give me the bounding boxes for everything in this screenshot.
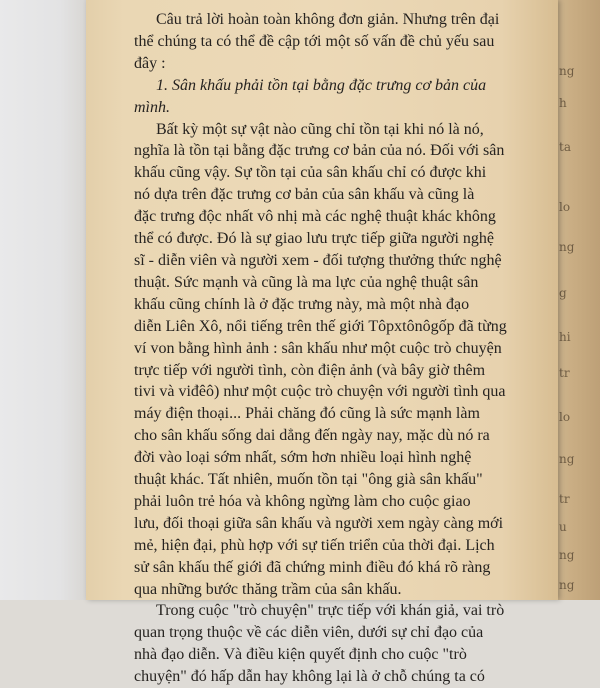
text-line: chuyện" đó hấp dẫn hay không lại là ở chỗ chúng ta có	[134, 668, 485, 686]
text-line: thuật. Sức mạnh và cũng là ma lực của nghệ thuật sân	[134, 273, 479, 291]
text-line: diễn Liên Xô, nổi tiếng trên thế giới Tôpxtônôgốp đã từng	[134, 317, 507, 335]
section-heading: 1. Sân khấu phải tồn tại bằng đặc trưng cơ bản của	[156, 76, 487, 94]
underpage-fragment: ng	[559, 452, 575, 466]
text-line: máy điện thoại... Phải chăng đó cũng là sức mạnh làm	[134, 405, 480, 423]
text-line: sử sân khấu thế giới đã chứng minh điều đó khá rõ ràng	[134, 558, 491, 576]
text-line: thuật khác. Tất nhiên, muốn tồn tại "ông già sân khấu"	[134, 471, 483, 489]
section-heading: mình.	[134, 98, 170, 116]
text-line: trực tiếp với người tình, còn điện ảnh (và bây giờ thêm	[134, 361, 486, 379]
book-page	[86, 0, 558, 686]
text-line: Trong cuộc "trò chuyện" trực tiếp với khán giả, vai trò	[156, 602, 505, 620]
underpage-fragment: ta	[559, 140, 571, 154]
underpage-fragment: g	[559, 286, 567, 300]
text-line: thể chúng ta có thể đề cập tới một số vấn đề chủ yếu sau	[134, 32, 495, 50]
underpage-fragment: ng	[559, 64, 575, 78]
text-line: đời vào loại sớm nhất, sớm hơn nhiều loại hình nghệ	[134, 449, 472, 467]
underpage-fragment: h	[559, 96, 567, 110]
underpage-fragment: tr	[559, 366, 570, 380]
text-line: nó dựa trên đặc trưng cơ bản của sân khấu và cũng là	[134, 186, 475, 204]
underlying-page-edge	[555, 0, 600, 600]
text-line: đây :	[134, 54, 166, 72]
background-surface	[0, 0, 86, 600]
text-line: lưu, đối thoại giữa sân khấu và người xem ngày càng mới	[134, 514, 504, 532]
underpage-fragment: tr	[559, 492, 570, 506]
text-line: đặc trưng độc nhất vô nhị mà các nghệ thuật khác không	[134, 208, 496, 226]
underpage-fragment: lo	[559, 200, 571, 214]
text-line: khấu cũng chính là ở đặc trưng này, mà một nhà đạo	[134, 295, 470, 313]
text-line: quan trọng thuộc về các diễn viên, dưới sự chỉ đạo của	[134, 624, 484, 642]
underpage-fragment: ng	[559, 548, 575, 562]
text-line: Bất kỳ một sự vật nào cũng chỉ tồn tại khi nó là nó,	[156, 120, 484, 138]
text-line: khấu cũng vậy. Sự tồn tại của sân khấu chỉ có được khi	[134, 164, 487, 182]
text-line: nhà đạo diễn. Và điều kiện quyết định cho cuộc "trò	[134, 646, 467, 664]
text-line: qua những bước thăng trầm của sân khấu.	[134, 580, 402, 598]
text-line: mẻ, hiện đại, phù hợp với sự tiến triển của thời đại. Lịch	[134, 536, 495, 554]
text-line: sĩ - diễn viên và người xem - đối tượng thưởng thức nghệ	[134, 251, 502, 269]
text-line: cho sân khấu sống dai dẳng đến ngày nay, mặc dù nó ra	[134, 427, 490, 445]
text-line: ví von bằng hình ảnh : sân khấu như một cuộc trò chuyện	[134, 339, 502, 357]
text-line: thể có được. Đó là sự giao lưu trực tiếp giữa người nghệ	[134, 230, 494, 248]
page-body	[134, 9, 534, 688]
text-line: tivi và viđêô) như một cuộc trò chuyện với người tình qua	[134, 383, 506, 401]
text-line: nghĩa là tồn tại bằng đặc trưng cơ bản của nó. Đối với sân	[134, 142, 505, 160]
text-line: phải luôn trẻ hóa và không ngừng làm cho cuộc giao	[134, 492, 471, 510]
underpage-fragment: lo	[559, 410, 571, 424]
text-line: Câu trả lời hoàn toàn không đơn giản. Nhưng trên đại	[156, 11, 500, 28]
underpage-fragment: ng	[559, 240, 575, 254]
underpage-fragment: hi	[559, 330, 571, 344]
underpage-fragment: ng	[559, 578, 575, 592]
underpage-fragment: u	[559, 520, 567, 534]
